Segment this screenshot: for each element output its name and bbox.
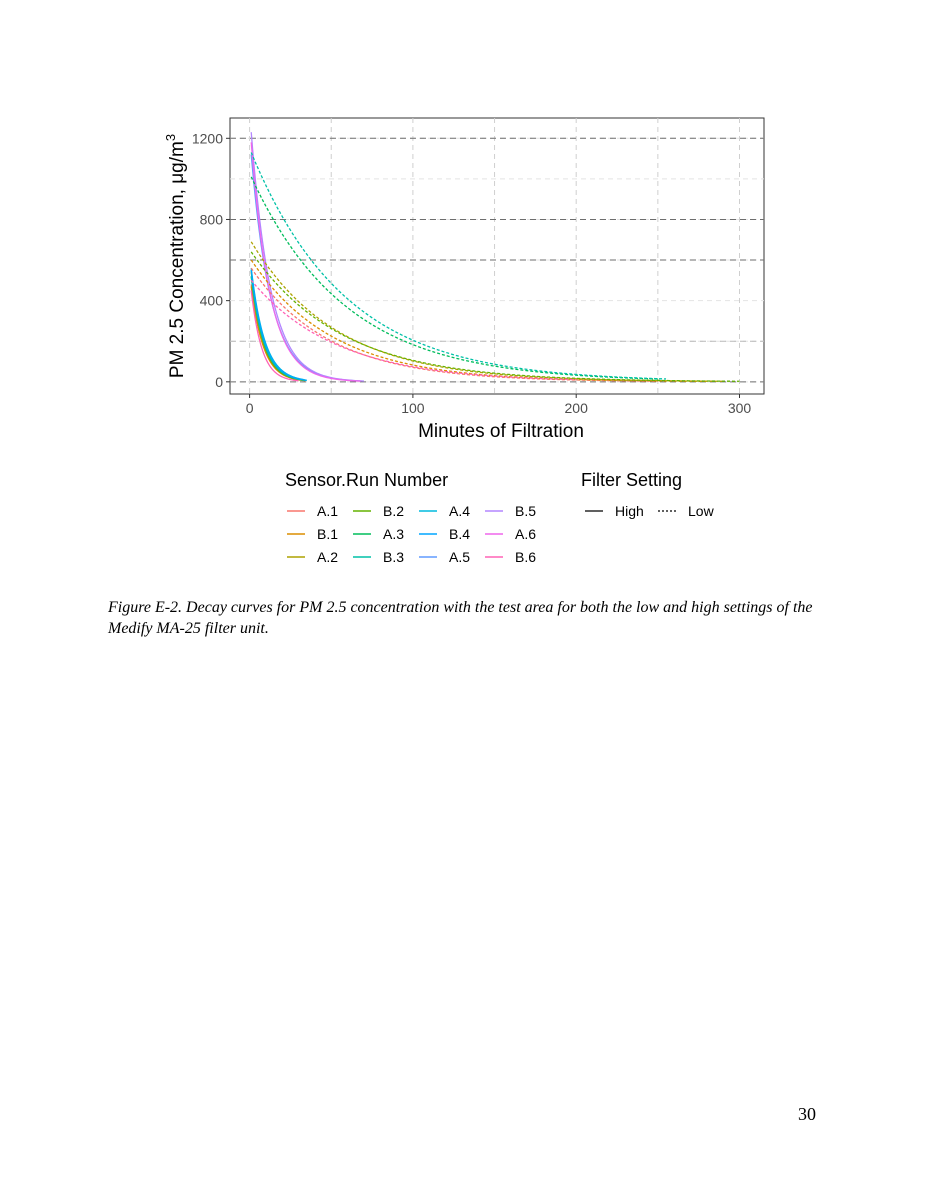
linetype-legend-title: Filter Setting <box>581 470 683 490</box>
legend-label: A.2 <box>317 549 339 565</box>
y-tick-label: 800 <box>199 211 223 228</box>
legend-label: B.6 <box>515 549 537 565</box>
linetype-legend <box>585 503 715 519</box>
linetype-label: High <box>615 503 644 519</box>
legend-label: B.2 <box>383 503 405 519</box>
x-tick-label: 200 <box>564 400 588 416</box>
legend-label: B.1 <box>317 526 339 542</box>
legend-label: B.4 <box>449 526 471 542</box>
legend-label: A.1 <box>317 503 339 519</box>
figure-caption: Figure E-2. Decay curves for PM 2.5 concentration with the test area for both the low and high settings of the Medify MA-25 filter unit. <box>108 599 813 637</box>
color-legend-title: Sensor.Run Number <box>285 470 449 490</box>
x-tick-label: 0 <box>245 400 254 416</box>
x-axis-title: Minutes of Filtration <box>418 421 584 442</box>
page-number: 30 <box>798 1104 816 1124</box>
plot-panel <box>230 118 764 394</box>
y-tick-label: 1200 <box>191 130 223 147</box>
x-tick-label: 100 <box>401 400 425 416</box>
legend-label: A.5 <box>449 549 471 565</box>
legend-label: A.3 <box>383 526 405 542</box>
x-tick-label: 300 <box>727 400 752 416</box>
legend-label: A.4 <box>449 503 471 519</box>
linetype-label: Low <box>688 503 714 519</box>
color-legend <box>287 503 536 565</box>
legend-label: B.5 <box>515 503 537 519</box>
y-tick-label: 400 <box>199 292 223 309</box>
y-tick-label: 0 <box>215 373 223 390</box>
legend-label: B.3 <box>383 549 405 565</box>
y-axis-title: PM 2.5 Concentration, $\mu g/m^3$ <box>163 133 188 379</box>
legend-label: A.6 <box>515 526 537 542</box>
